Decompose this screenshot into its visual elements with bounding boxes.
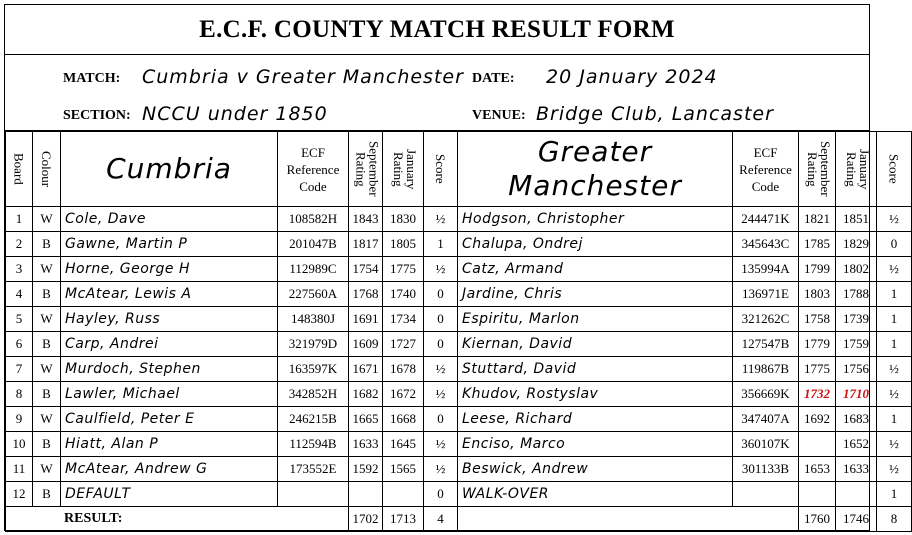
right-player-name: Chalupa, Ondrej (458, 232, 733, 257)
right-jan-rating: 1683 (836, 407, 877, 432)
result-right-jan: 1746 (836, 507, 877, 532)
left-score: ½ (424, 257, 458, 282)
left-ecf-ref: 321979D (278, 332, 349, 357)
left-jan-rating: 1645 (383, 432, 424, 457)
right-score: ½ (877, 257, 912, 282)
right-sep-rating: 1821 (799, 207, 836, 232)
colour-cell: B (33, 432, 61, 457)
table-row (6, 232, 912, 257)
result-right-score: 8 (877, 507, 912, 532)
ecf-ref-header-left: ECF Reference Code (286, 144, 340, 194)
left-jan-rating: 1668 (383, 407, 424, 432)
board-number: 12 (6, 482, 33, 507)
left-jan-rating (383, 482, 424, 507)
right-ecf-ref (733, 482, 799, 507)
right-player-name: Enciso, Marco (458, 432, 733, 457)
left-ecf-ref: 342852H (278, 382, 349, 407)
colour-cell: W (33, 407, 61, 432)
results-table (5, 131, 912, 532)
right-ecf-ref: 360107K (733, 432, 799, 457)
result-row (6, 507, 912, 532)
left-ecf-ref: 201047B (278, 232, 349, 257)
left-ecf-ref: 108582H (278, 207, 349, 232)
right-ecf-ref: 356669K (733, 382, 799, 407)
right-jan-rating: 1710 (836, 382, 877, 407)
left-ecf-ref (278, 482, 349, 507)
left-player-name: Hayley, Russ (61, 307, 278, 332)
left-player-name: Gawne, Martin P (61, 232, 278, 257)
right-jan-rating: 1802 (836, 257, 877, 282)
left-sep-rating: 1609 (349, 332, 383, 357)
left-player-name: Lawler, Michael (61, 382, 278, 407)
left-ecf-ref: 246215B (278, 407, 349, 432)
left-score: 0 (424, 407, 458, 432)
left-ecf-ref: 112989C (278, 257, 349, 282)
right-score: ½ (877, 457, 912, 482)
match-info (5, 55, 869, 131)
left-player-name: Cole, Dave (61, 207, 278, 232)
colour-cell: B (33, 332, 61, 357)
left-ecf-ref: 112594B (278, 432, 349, 457)
board-number: 6 (6, 332, 33, 357)
right-ecf-ref: 301133B (733, 457, 799, 482)
left-player-name: DEFAULT (61, 482, 278, 507)
right-player-name: Catz, Armand (458, 257, 733, 282)
table-row (6, 457, 912, 482)
left-score: 0 (424, 332, 458, 357)
right-player-name: Stuttard, David (458, 357, 733, 382)
left-score: ½ (424, 207, 458, 232)
board-number: 7 (6, 357, 33, 382)
left-sep-rating: 1633 (349, 432, 383, 457)
left-player-name: McAtear, Lewis A (61, 282, 278, 307)
board-number: 4 (6, 282, 33, 307)
table-row (6, 482, 912, 507)
left-score: ½ (424, 457, 458, 482)
right-sep-rating (799, 432, 836, 457)
left-sep-rating: 1768 (349, 282, 383, 307)
left-ecf-ref: 163597K (278, 357, 349, 382)
result-left-score: 4 (424, 507, 458, 532)
left-player-name: McAtear, Andrew G (61, 457, 278, 482)
left-ecf-ref: 227560A (278, 282, 349, 307)
form-title: E.C.F. COUNTY MATCH RESULT FORM (5, 5, 869, 55)
right-ecf-ref: 119867B (733, 357, 799, 382)
left-sep-rating: 1592 (349, 457, 383, 482)
table-row (6, 382, 912, 407)
jan-rating-header-right: January Rating (844, 148, 872, 190)
date-label: DATE: (472, 71, 515, 86)
left-score: 1 (424, 232, 458, 257)
colour-cell: W (33, 457, 61, 482)
left-score: ½ (424, 357, 458, 382)
colour-cell: B (33, 482, 61, 507)
right-jan-rating: 1851 (836, 207, 877, 232)
right-jan-rating: 1759 (836, 332, 877, 357)
right-player-name: Jardine, Chris (458, 282, 733, 307)
right-player-name: Khudov, Rostyslav (458, 382, 733, 407)
left-score: 0 (424, 282, 458, 307)
right-jan-rating: 1829 (836, 232, 877, 257)
left-sep-rating: 1817 (349, 232, 383, 257)
result-left-jan: 1713 (383, 507, 424, 532)
left-sep-rating (349, 482, 383, 507)
right-score: ½ (877, 207, 912, 232)
left-sep-rating: 1754 (349, 257, 383, 282)
sep-rating-header-left: September Rating (353, 141, 382, 197)
left-ecf-ref: 173552E (278, 457, 349, 482)
table-row (6, 432, 912, 457)
left-score: 0 (424, 482, 458, 507)
match-value: Cumbria v Greater Manchester (142, 66, 464, 88)
team-left-header: Cumbria (106, 152, 232, 185)
venue-label: VENUE: (472, 108, 526, 123)
right-jan-rating (836, 482, 877, 507)
right-sep-rating: 1785 (799, 232, 836, 257)
table-row (6, 332, 912, 357)
right-player-name: Kiernan, David (458, 332, 733, 357)
left-player-name: Murdoch, Stephen (61, 357, 278, 382)
colour-cell: W (33, 207, 61, 232)
right-jan-rating: 1652 (836, 432, 877, 457)
colour-cell: W (33, 257, 61, 282)
right-score: 1 (877, 332, 912, 357)
left-sep-rating: 1682 (349, 382, 383, 407)
colour-cell: B (33, 382, 61, 407)
board-header: Board (11, 153, 27, 185)
left-jan-rating: 1727 (383, 332, 424, 357)
right-jan-rating: 1739 (836, 307, 877, 332)
left-player-name: Carp, Andrei (61, 332, 278, 357)
ecf-ref-header-right: ECF Reference Code (739, 144, 792, 194)
board-number: 9 (6, 407, 33, 432)
colour-cell: W (33, 357, 61, 382)
colour-cell: W (33, 307, 61, 332)
colour-cell: B (33, 282, 61, 307)
table-row (6, 357, 912, 382)
left-sep-rating: 1843 (349, 207, 383, 232)
result-label: RESULT: (6, 507, 349, 532)
left-sep-rating: 1665 (349, 407, 383, 432)
result-right-sep: 1760 (799, 507, 836, 532)
right-sep-rating: 1692 (799, 407, 836, 432)
left-jan-rating: 1678 (383, 357, 424, 382)
left-player-name: Horne, George H (61, 257, 278, 282)
right-score: ½ (877, 357, 912, 382)
right-sep-rating: 1758 (799, 307, 836, 332)
right-ecf-ref: 127547B (733, 332, 799, 357)
board-number: 5 (6, 307, 33, 332)
colour-cell: B (33, 232, 61, 257)
right-sep-rating (799, 482, 836, 507)
left-jan-rating: 1740 (383, 282, 424, 307)
right-score: ½ (877, 382, 912, 407)
right-player-name: Beswick, Andrew (458, 457, 733, 482)
right-sep-rating: 1779 (799, 332, 836, 357)
right-jan-rating: 1756 (836, 357, 877, 382)
table-row (6, 307, 912, 332)
left-jan-rating: 1775 (383, 257, 424, 282)
board-number: 3 (6, 257, 33, 282)
right-score: 1 (877, 482, 912, 507)
right-ecf-ref: 345643C (733, 232, 799, 257)
score-header-left: Score (433, 154, 448, 184)
board-number: 8 (6, 382, 33, 407)
right-player-name: Hodgson, Christopher (458, 207, 733, 232)
board-number: 10 (6, 432, 33, 457)
left-sep-rating: 1671 (349, 357, 383, 382)
right-score: ½ (877, 432, 912, 457)
left-jan-rating: 1830 (383, 207, 424, 232)
right-score: 1 (877, 307, 912, 332)
right-player-name: WALK-OVER (458, 482, 733, 507)
team-right-header: Greater Manchester (508, 135, 682, 202)
left-sep-rating: 1691 (349, 307, 383, 332)
right-score: 0 (877, 232, 912, 257)
result-left-sep: 1702 (349, 507, 383, 532)
left-jan-rating: 1565 (383, 457, 424, 482)
left-jan-rating: 1805 (383, 232, 424, 257)
right-sep-rating: 1799 (799, 257, 836, 282)
right-sep-rating: 1775 (799, 357, 836, 382)
left-jan-rating: 1734 (383, 307, 424, 332)
results-body (6, 207, 912, 507)
right-ecf-ref: 135994A (733, 257, 799, 282)
right-jan-rating: 1788 (836, 282, 877, 307)
right-ecf-ref: 321262C (733, 307, 799, 332)
venue-value: Bridge Club, Lancaster (536, 103, 774, 125)
date-value: 20 January 2024 (546, 66, 718, 88)
board-number: 1 (6, 207, 33, 232)
left-jan-rating: 1672 (383, 382, 424, 407)
right-jan-rating: 1633 (836, 457, 877, 482)
right-score: 1 (877, 282, 912, 307)
left-score: ½ (424, 382, 458, 407)
right-sep-rating: 1732 (799, 382, 836, 407)
table-row (6, 282, 912, 307)
right-player-name: Leese, Richard (458, 407, 733, 432)
right-sep-rating: 1803 (799, 282, 836, 307)
section-label: SECTION: (63, 108, 131, 123)
colour-header: Colour (39, 150, 54, 188)
left-score: ½ (424, 432, 458, 457)
table-row (6, 257, 912, 282)
board-number: 2 (6, 232, 33, 257)
table-row (6, 207, 912, 232)
left-ecf-ref: 148380J (278, 307, 349, 332)
header-row (6, 132, 912, 207)
right-player-name: Espiritu, Marlon (458, 307, 733, 332)
table-row (6, 407, 912, 432)
section-value: NCCU under 1850 (142, 103, 328, 125)
board-number: 11 (6, 457, 33, 482)
result-form (4, 4, 902, 531)
right-score: 1 (877, 407, 912, 432)
jan-rating-header-left: January Rating (391, 148, 419, 190)
sep-rating-header-right: September Rating (805, 141, 833, 197)
left-score: 0 (424, 307, 458, 332)
result-right-blank (458, 507, 799, 532)
left-player-name: Hiatt, Alan P (61, 432, 278, 457)
match-label: MATCH: (63, 71, 121, 86)
left-player-name: Caulfield, Peter E (61, 407, 278, 432)
right-sep-rating: 1653 (799, 457, 836, 482)
right-ecf-ref: 244471K (733, 207, 799, 232)
right-ecf-ref: 347407A (733, 407, 799, 432)
right-ecf-ref: 136971E (733, 282, 799, 307)
score-header-right: Score (886, 154, 902, 184)
